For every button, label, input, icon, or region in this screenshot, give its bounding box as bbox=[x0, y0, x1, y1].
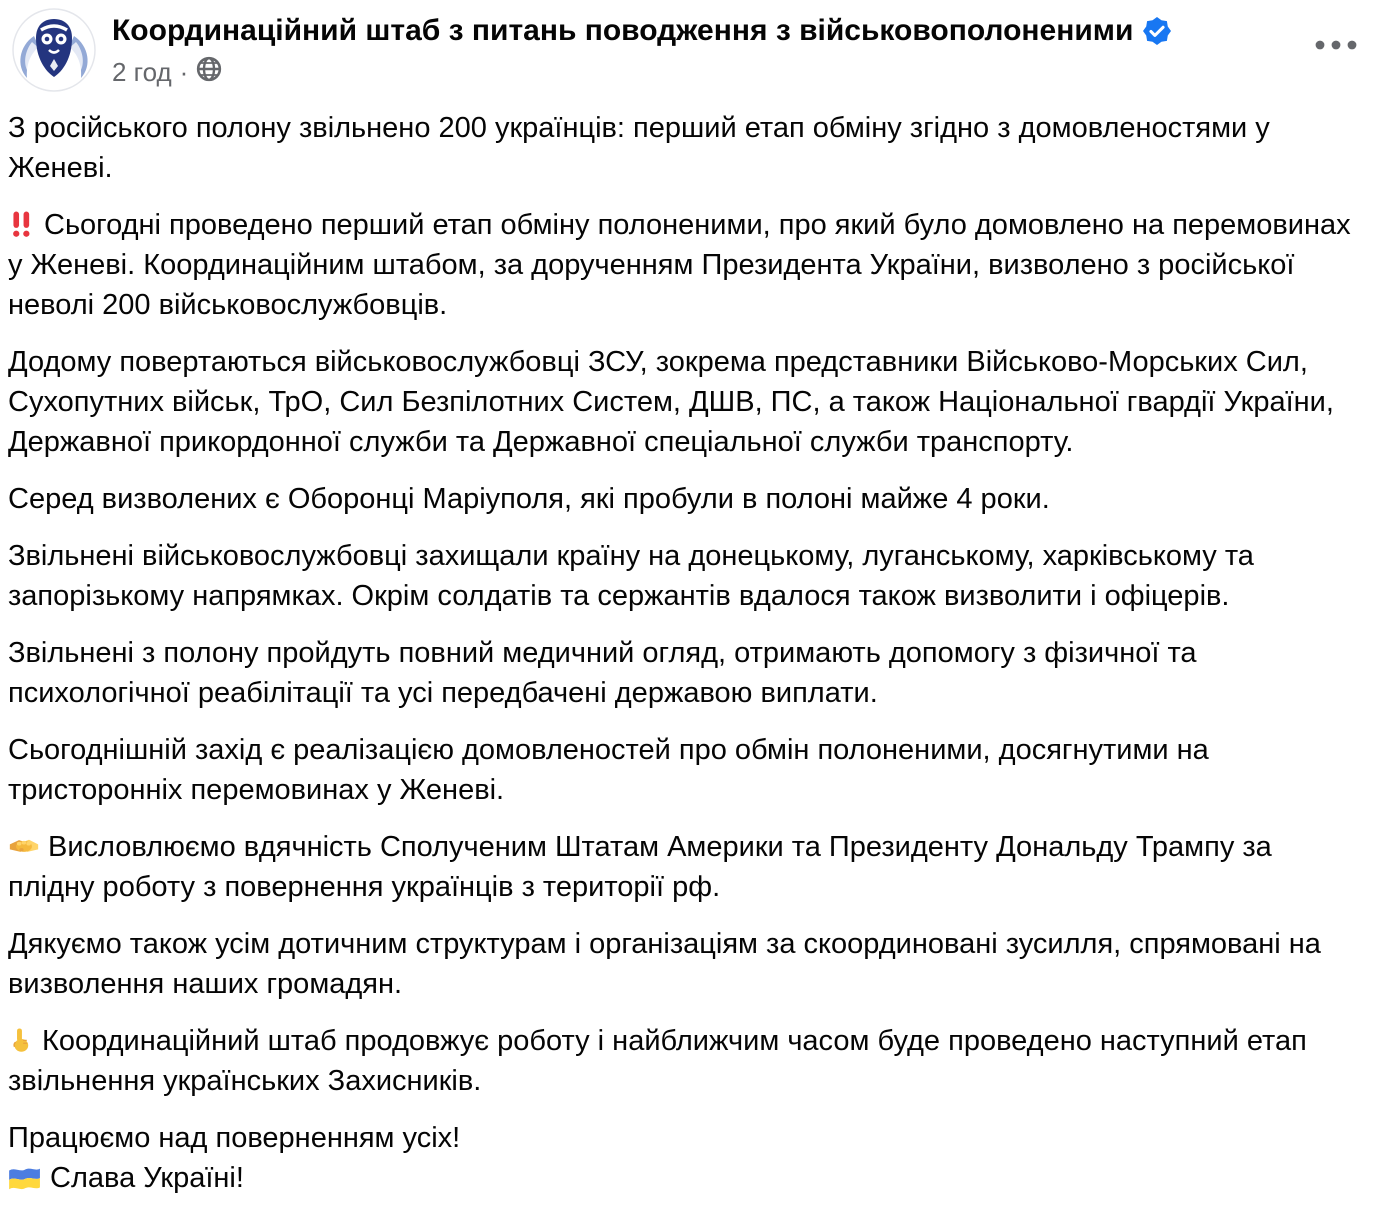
handshake-emoji bbox=[8, 831, 40, 861]
paragraph-text: Слава Україні! bbox=[50, 1162, 244, 1194]
avatar-emblem-icon bbox=[12, 8, 96, 92]
post-body bbox=[0, 92, 1400, 1198]
paragraph-text: Звільнені військовослужбовці захищали країну на донецькому, луганському, харківському та запорізькому напрямках. Окрім солдатів та сержантів вдалося також визволити і офіцерів. bbox=[8, 540, 1254, 612]
double-exclamation-emoji bbox=[8, 209, 36, 239]
page-name[interactable]: Координаційний штаб з питань поводження з військовополоненими bbox=[112, 14, 1134, 47]
post-paragraph bbox=[8, 205, 1362, 325]
paragraph-text: Працюємо над поверненням усіх! bbox=[8, 1122, 461, 1154]
ukraine-flag-emoji bbox=[8, 1164, 42, 1192]
meta-separator: · bbox=[179, 56, 189, 87]
post-menu-button[interactable] bbox=[1306, 30, 1366, 64]
post-meta bbox=[112, 56, 1306, 89]
paragraph-text: Сьогодні проведено перший етап обміну полоненими, про який було домовлено на перемовинах у Женеві. Координаційним штабом, за дорученням Президента України, визволено з російської неволі 200 військовослужбовців. bbox=[8, 209, 1351, 321]
paragraph-text: Координаційний штаб продовжує роботу і найближчим часом буде проведено наступний етап звільнення українських Захисників. bbox=[8, 1025, 1307, 1097]
page-avatar[interactable] bbox=[12, 8, 96, 92]
paragraph-text: Звільнені з полону пройдуть повний медичний огляд, отримають допомогу з фізичної та психологічної реабілітації та усі передбачені державою виплати. bbox=[8, 637, 1197, 709]
post-paragraph bbox=[8, 827, 1362, 907]
paragraph-text: Висловлюємо вдячність Сполученим Штатам Америки та Президенту Дональду Трампу за плідну роботу з повернення українців з території рф. bbox=[8, 831, 1272, 903]
verified-badge-icon bbox=[1143, 17, 1171, 45]
post-paragraph bbox=[8, 924, 1362, 1004]
post-paragraph bbox=[8, 1118, 1362, 1198]
paragraph-text: З російського полону звільнено 200 українців: перший етап обміну згідно з домовленостями у Женеві. bbox=[8, 112, 1270, 184]
post-paragraph bbox=[8, 536, 1362, 616]
globe-icon bbox=[196, 56, 222, 89]
post-paragraph bbox=[8, 342, 1362, 462]
header-text bbox=[112, 8, 1306, 89]
post-paragraph bbox=[8, 1021, 1362, 1101]
paragraph-text: Сьогоднішній захід є реалізацією домовленостей про обмін полоненими, досягнутими на тристоронніх перемовинах у Женеві. bbox=[8, 734, 1209, 806]
post-header bbox=[0, 0, 1400, 92]
pointing-up-emoji bbox=[8, 1025, 34, 1055]
paragraph-text: Серед визволених є Оборонці Маріуполя, які пробули в полоні майже 4 роки. bbox=[8, 483, 1050, 515]
post-paragraph bbox=[8, 730, 1362, 810]
post-timestamp[interactable]: 2 год bbox=[112, 56, 172, 87]
post-paragraph bbox=[8, 633, 1362, 713]
paragraph-text: Дякуємо також усім дотичним структурам і організаціям за скоординовані зусилля, спрямовані на визволення наших громадян. bbox=[8, 928, 1321, 1000]
ellipsis-icon bbox=[1314, 39, 1358, 51]
post-paragraph bbox=[8, 479, 1362, 519]
paragraph-text: Додому повертаються військовослужбовці ЗСУ, зокрема представники Військово-Морських Сил, Сухопутних військ, ТрО, Сил Безпілотних Систем, ДШВ, ПС, а також Національної гвардії України, Державної прикордонної служби та Державної спеціальної служби транспорту. bbox=[8, 346, 1334, 458]
post-paragraph bbox=[8, 108, 1362, 188]
